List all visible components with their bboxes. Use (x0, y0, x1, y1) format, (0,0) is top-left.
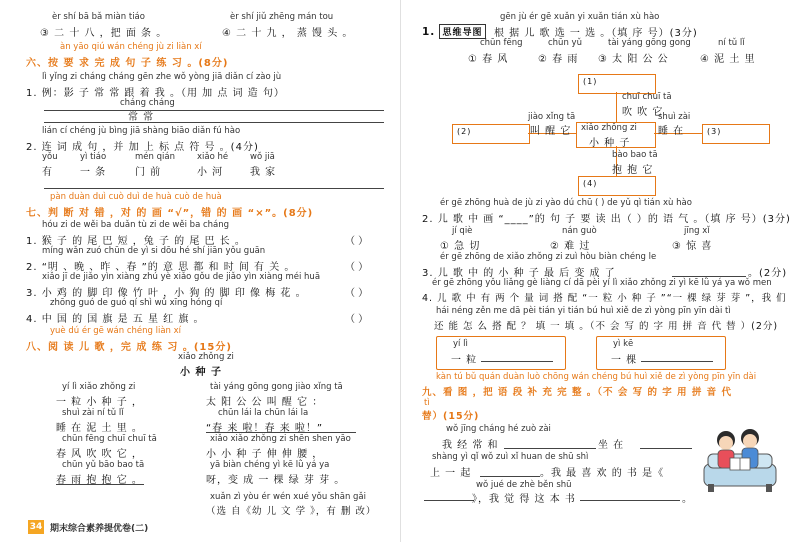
word-3-pinyin: mén qián (135, 152, 175, 162)
s6-q1b-answer-line[interactable] (44, 122, 384, 123)
right-label: 睡 在 (658, 126, 685, 137)
poem-source: （选 自《幼 儿 文 学 》，有 删 改） (206, 506, 377, 517)
poem-r1-pinyin: tài yáng gōng gong jiào xǐng tā (210, 382, 343, 392)
a2-line[interactable] (641, 361, 713, 362)
s9-line2a: 上 一 起 (430, 468, 472, 479)
poem-r2: “春 来 啦！春 来 啦！” (206, 423, 324, 434)
section9-pinyin2: tì (424, 398, 430, 408)
poem-r4: 呀，变 成 一 棵 绿 芽 芽 。 (206, 475, 346, 486)
s7-item2-text: 2. “明 、晚 、昨 、春 ”的 意 思 都 和 时 间 有 关 。 (26, 262, 296, 273)
s9-blank-3[interactable] (480, 476, 540, 477)
word-1-pinyin: yǒu (42, 152, 58, 162)
poem-title: 小 种 子 (180, 367, 222, 378)
s7-item1-text: 1. 猴 子 的 尾 巴 短 ，兔 子 的 尾 巴 长 。 (26, 236, 246, 247)
a2-label: 一 棵 (611, 355, 638, 366)
section7-pinyin: pàn duàn duì cuò duì de huà cuò de huà (50, 192, 222, 202)
poem-l3: 春 风 吹 吹 它 ， (56, 449, 143, 460)
q2-opt2: ② 难 过 (550, 241, 591, 252)
measure-word-box-2[interactable] (596, 336, 726, 370)
r-q3-pinyin: ér gē zhōng de xiǎo zhǒng zi zuì hòu biàn chéng le (440, 252, 657, 262)
poem-source-pinyin: xuǎn zì yòu ér wén xué yǒu shān gǎi (210, 492, 367, 502)
s9-line3-pinyin: wǒ jué de zhè běn shū (476, 480, 572, 490)
opt3-pinyin: tài yáng gōng gong (608, 38, 691, 48)
r-q1-number: 1. 思维导图 (422, 24, 486, 39)
s6-q2-pinyin: lián cí chéng jù bìng jiā shàng biāo diǎn fú hào (42, 126, 241, 136)
a2-pinyin: yì kē (613, 339, 634, 349)
s9-blank-2[interactable] (640, 448, 692, 449)
s9-line2b: 。我 最 喜 欢 的 书 是《 (540, 468, 665, 479)
r-q3-answer-line[interactable] (672, 276, 746, 277)
word-5-pinyin: wǒ jiā (250, 152, 275, 162)
poem-l3-pinyin: chūn fēng chuī chuī tā (62, 434, 157, 444)
poem-l4-underline (56, 484, 144, 485)
s6-q1-pinyin: lì yǐng zi cháng cháng gēn zhe wǒ yòng jiā diǎn cí zào jù (42, 72, 282, 82)
box3-label: (3) (707, 127, 722, 136)
poem-l1-pinyin: yí lì xiǎo zhǒng zi (62, 382, 136, 392)
q2-opt3: ③ 惊 喜 (672, 241, 713, 252)
s9-line2-pinyin: shàng yì qǐ wǒ zuì xǐ huan de shū shì (432, 452, 589, 462)
a1-label: 一 粒 (451, 355, 478, 366)
s7-item4-pinyin: zhōng guó de guó qí shì wǔ xīng hóng qí (50, 298, 223, 308)
word-4: 小 河 (197, 167, 224, 178)
center-label: 小 种 子 (589, 138, 631, 149)
connector-top (616, 92, 617, 122)
mindmap-tag: 思维导图 (439, 24, 485, 39)
section9-title: 九、看 图 ，把 语 段 补 充 完 整 。（不 会 写 的 字 用 拼 音 代 (422, 387, 732, 398)
s6-q2-answer-line[interactable] (44, 188, 384, 189)
section7-title: 七、判 断 对 错 ，对 的 画 “√”，错 的 画 “×”。(8分) (26, 208, 314, 219)
poem-r1: 太 阳 公 公 叫 醒 它 ： (206, 397, 324, 408)
q2-opt3-pinyin: jīng xǐ (684, 226, 710, 236)
section9-title2: 替）(15分) (422, 411, 480, 422)
item4-text: ④ 二 十 九 ， 蒸 馒 头 。 (222, 28, 354, 39)
poem-l4-pinyin: chūn yǔ bāo bao tā (62, 460, 145, 470)
s6-q1-answer-line[interactable] (44, 110, 384, 111)
r-q2-text: 2. 儿 歌 中 画 “____”的 句 子 要 读 出（ ）的 语 气 。（填 序 号）(3分) (422, 214, 791, 225)
s9-blank-5[interactable] (580, 500, 680, 501)
q2-opt2-pinyin: nán guò (562, 226, 597, 236)
word-4-pinyin: xiǎo hé (197, 152, 229, 162)
section6-pinyin: àn yāo qiú wán chéng jù zi liàn xí (60, 42, 202, 52)
poem-l4: 春 雨 抱 抱 它 。 (56, 475, 143, 486)
measure-word-box-1[interactable] (436, 336, 566, 370)
s9-line1: 我 经 常 和 (442, 440, 499, 451)
poem-r3: 小 小 种 子 伸 伸 腰 ， (206, 449, 324, 460)
poem-l1: 一 粒 小 种 子 ， (56, 397, 143, 408)
poem-r2-underline (206, 432, 356, 433)
s9-line3b: 。 (682, 494, 693, 505)
page-divider (400, 0, 401, 542)
s7-item3-text: 3. 小 鸡 的 脚 印 像 竹 叶 ，小 狗 的 脚 印 像 梅 花 。 (26, 288, 307, 299)
poem-r4-pinyin: yā biàn chéng yì kē lǜ yá ya (210, 460, 330, 470)
box1-label: (1) (583, 77, 598, 86)
opt3: ③ 太 阳 公 公 (598, 54, 669, 65)
mindmap-box-4[interactable] (578, 176, 656, 196)
item3-text: ③ 二 十 八 ，把 面 条 。 (40, 28, 168, 39)
children-reading-illustration (700, 420, 780, 496)
section6-title: 六、按 要 求 完 成 句 子 练 习 。(8分) (26, 58, 229, 69)
mindmap-center (576, 122, 656, 148)
section8-title: 八、阅 读 儿 歌 ，完 成 练 习 。(15分) (26, 342, 232, 353)
center-pinyin: xiǎo zhǒng zi (581, 123, 637, 133)
r-q4-text2: 还 能 怎 么 搭 配 ？ 填 一 填 。（不 会 写 的 字 用 拼 音 代 替 ）(2分) (434, 321, 779, 332)
s7-item1-pinyin: hóu zi de wěi ba duǎn tù zi de wěi ba cháng (42, 220, 230, 230)
box2-label: (2) (457, 127, 472, 136)
opt2: ② 春 雨 (538, 54, 579, 65)
s6-q2-text: 2. 连 词 成 句 ，并 加 上 标 点 符 号 。(4分) (26, 142, 259, 153)
s9-blank-4[interactable] (424, 500, 474, 501)
a1-line[interactable] (481, 361, 553, 362)
a1-pinyin: yí lì (453, 339, 468, 349)
word-2: 一 条 (80, 167, 107, 178)
poem-l2-pinyin: shuì zài ní tǔ lǐ (62, 408, 124, 418)
item3-pinyin: èr shí bā bǎ miàn tiáo (52, 12, 145, 22)
q2-opt1-pinyin: jí qiè (452, 226, 473, 236)
word-2-pinyin: yì tiáo (80, 152, 107, 162)
page-number: 34 (29, 522, 43, 532)
bottom-label: 抱 抱 它 (612, 165, 654, 176)
word-5: 我 家 (250, 167, 277, 178)
poem-r2-pinyin: chūn lái la chūn lái la (218, 408, 309, 418)
opt1-pinyin: chūn fēng (480, 38, 523, 48)
q2-opt1: ① 急 切 (440, 241, 481, 252)
mindmap-box-1[interactable] (578, 74, 656, 94)
r-q3-text: 3. 儿 歌 中 的 小 种 子 最 后 变 成 了 (422, 268, 616, 279)
r-q4-pinyin2: hái néng zěn me dā pèi tián yi tián bú huì xiě de zì yòng pīn yīn dài tì (436, 306, 731, 316)
left-pinyin: jiào xǐng tā (528, 112, 576, 122)
opt4-pinyin: ní tǔ lǐ (718, 38, 745, 48)
mindmap-box-3[interactable] (702, 124, 770, 144)
s9-line1-pinyin: wǒ jīng cháng hé zuò zài (446, 424, 551, 434)
s9-line1b: 坐 在 (598, 440, 625, 451)
item4-pinyin: èr shí jiǔ zhēng mán tou (230, 12, 334, 22)
top-label: 吹 吹 它 (622, 107, 664, 118)
s6-q1b-text: 常 常 (128, 112, 155, 123)
r-q1-pinyin: gēn jù ér gē xuǎn yi xuǎn tián xù hào (500, 12, 660, 22)
bottom-pinyin: bào bao tā (612, 150, 658, 160)
box4-label: (4) (583, 179, 598, 188)
opt2-pinyin: chūn yǔ (548, 38, 582, 48)
opt1: ① 春 风 (468, 54, 509, 65)
s7-item3-answer[interactable]: （ ） (345, 288, 369, 299)
opt4: ④ 泥 土 里 (700, 54, 756, 65)
r-q4-pinyin: ér gē zhōng yǒu liǎng gè liàng cí dā pèi yí lì xiǎo zhǒng zi yì kē lǜ yá ya wǒ men (432, 278, 772, 288)
s6-q1b-pinyin: cháng cháng (120, 98, 175, 108)
r-q1-text: 根 据 儿 歌 选 一 选 。（填 序 号）(3分) (494, 28, 698, 39)
s7-item1-answer[interactable]: （ ） (345, 236, 369, 247)
r-q2-pinyin: ér gē zhōng huà de jù zi yào dú chū ( ) de yǔ qì tián xù hào (440, 198, 692, 208)
top-pinyin: chuī chuī tā (622, 92, 672, 102)
s7-item2-pinyin: míng wǎn zuó chūn de yì si dōu hé shí jiān yǒu guān (42, 246, 266, 256)
s9-blank-1[interactable] (504, 448, 596, 449)
footer-label: 期末综合素养提优卷(二) (50, 524, 149, 534)
section9-pinyin: kàn tú bǔ quán duàn luò chōng wán chéng bú huì xiě de zì yòng pīn yīn dài (436, 372, 757, 382)
s7-item4-answer[interactable]: （ ） (345, 314, 369, 325)
s7-item2-answer[interactable]: （ ） (345, 262, 369, 273)
section8-pinyin: yuè dú ér gē wán chéng liàn xí (50, 326, 182, 336)
poem-l2: 睡 在 泥 土 里 。 (56, 423, 143, 434)
s7-item4-text: 4. 中 国 的 国 旗 是 五 星 红 旗 。 (26, 314, 205, 325)
poem-title-pinyin: xiǎo zhǒng zi (178, 352, 234, 362)
poem-r3-pinyin: xiǎo xiǎo zhǒng zi shēn shen yāo (210, 434, 351, 444)
s6-q1-text: 1. 例：影 子 常 常 跟 着 我 。（用 加 点 词 造 句） (26, 88, 285, 99)
r-q4-text: 4. 儿 歌 中 有 两 个 量 词 搭 配 “一 粒 小 种 子 ”“一 棵 绿 芽 芽 ”，我 们 (422, 293, 787, 304)
right-pinyin: shuì zài (658, 112, 691, 122)
s7-item3-pinyin: xiǎo jī de jiǎo yìn xiàng zhú yè xiǎo gǒu de jiǎo yìn xiàng méi huā (42, 272, 321, 282)
r-q3-tail: 。(2分) (748, 268, 788, 279)
s9-line3a: 》，我 觉 得 这 本 书 (472, 494, 576, 505)
word-1: 有 (42, 167, 53, 178)
left-label: 叫 醒 它 (530, 126, 572, 137)
mindmap-box-2[interactable] (452, 124, 530, 144)
word-3: 门 前 (135, 167, 162, 178)
